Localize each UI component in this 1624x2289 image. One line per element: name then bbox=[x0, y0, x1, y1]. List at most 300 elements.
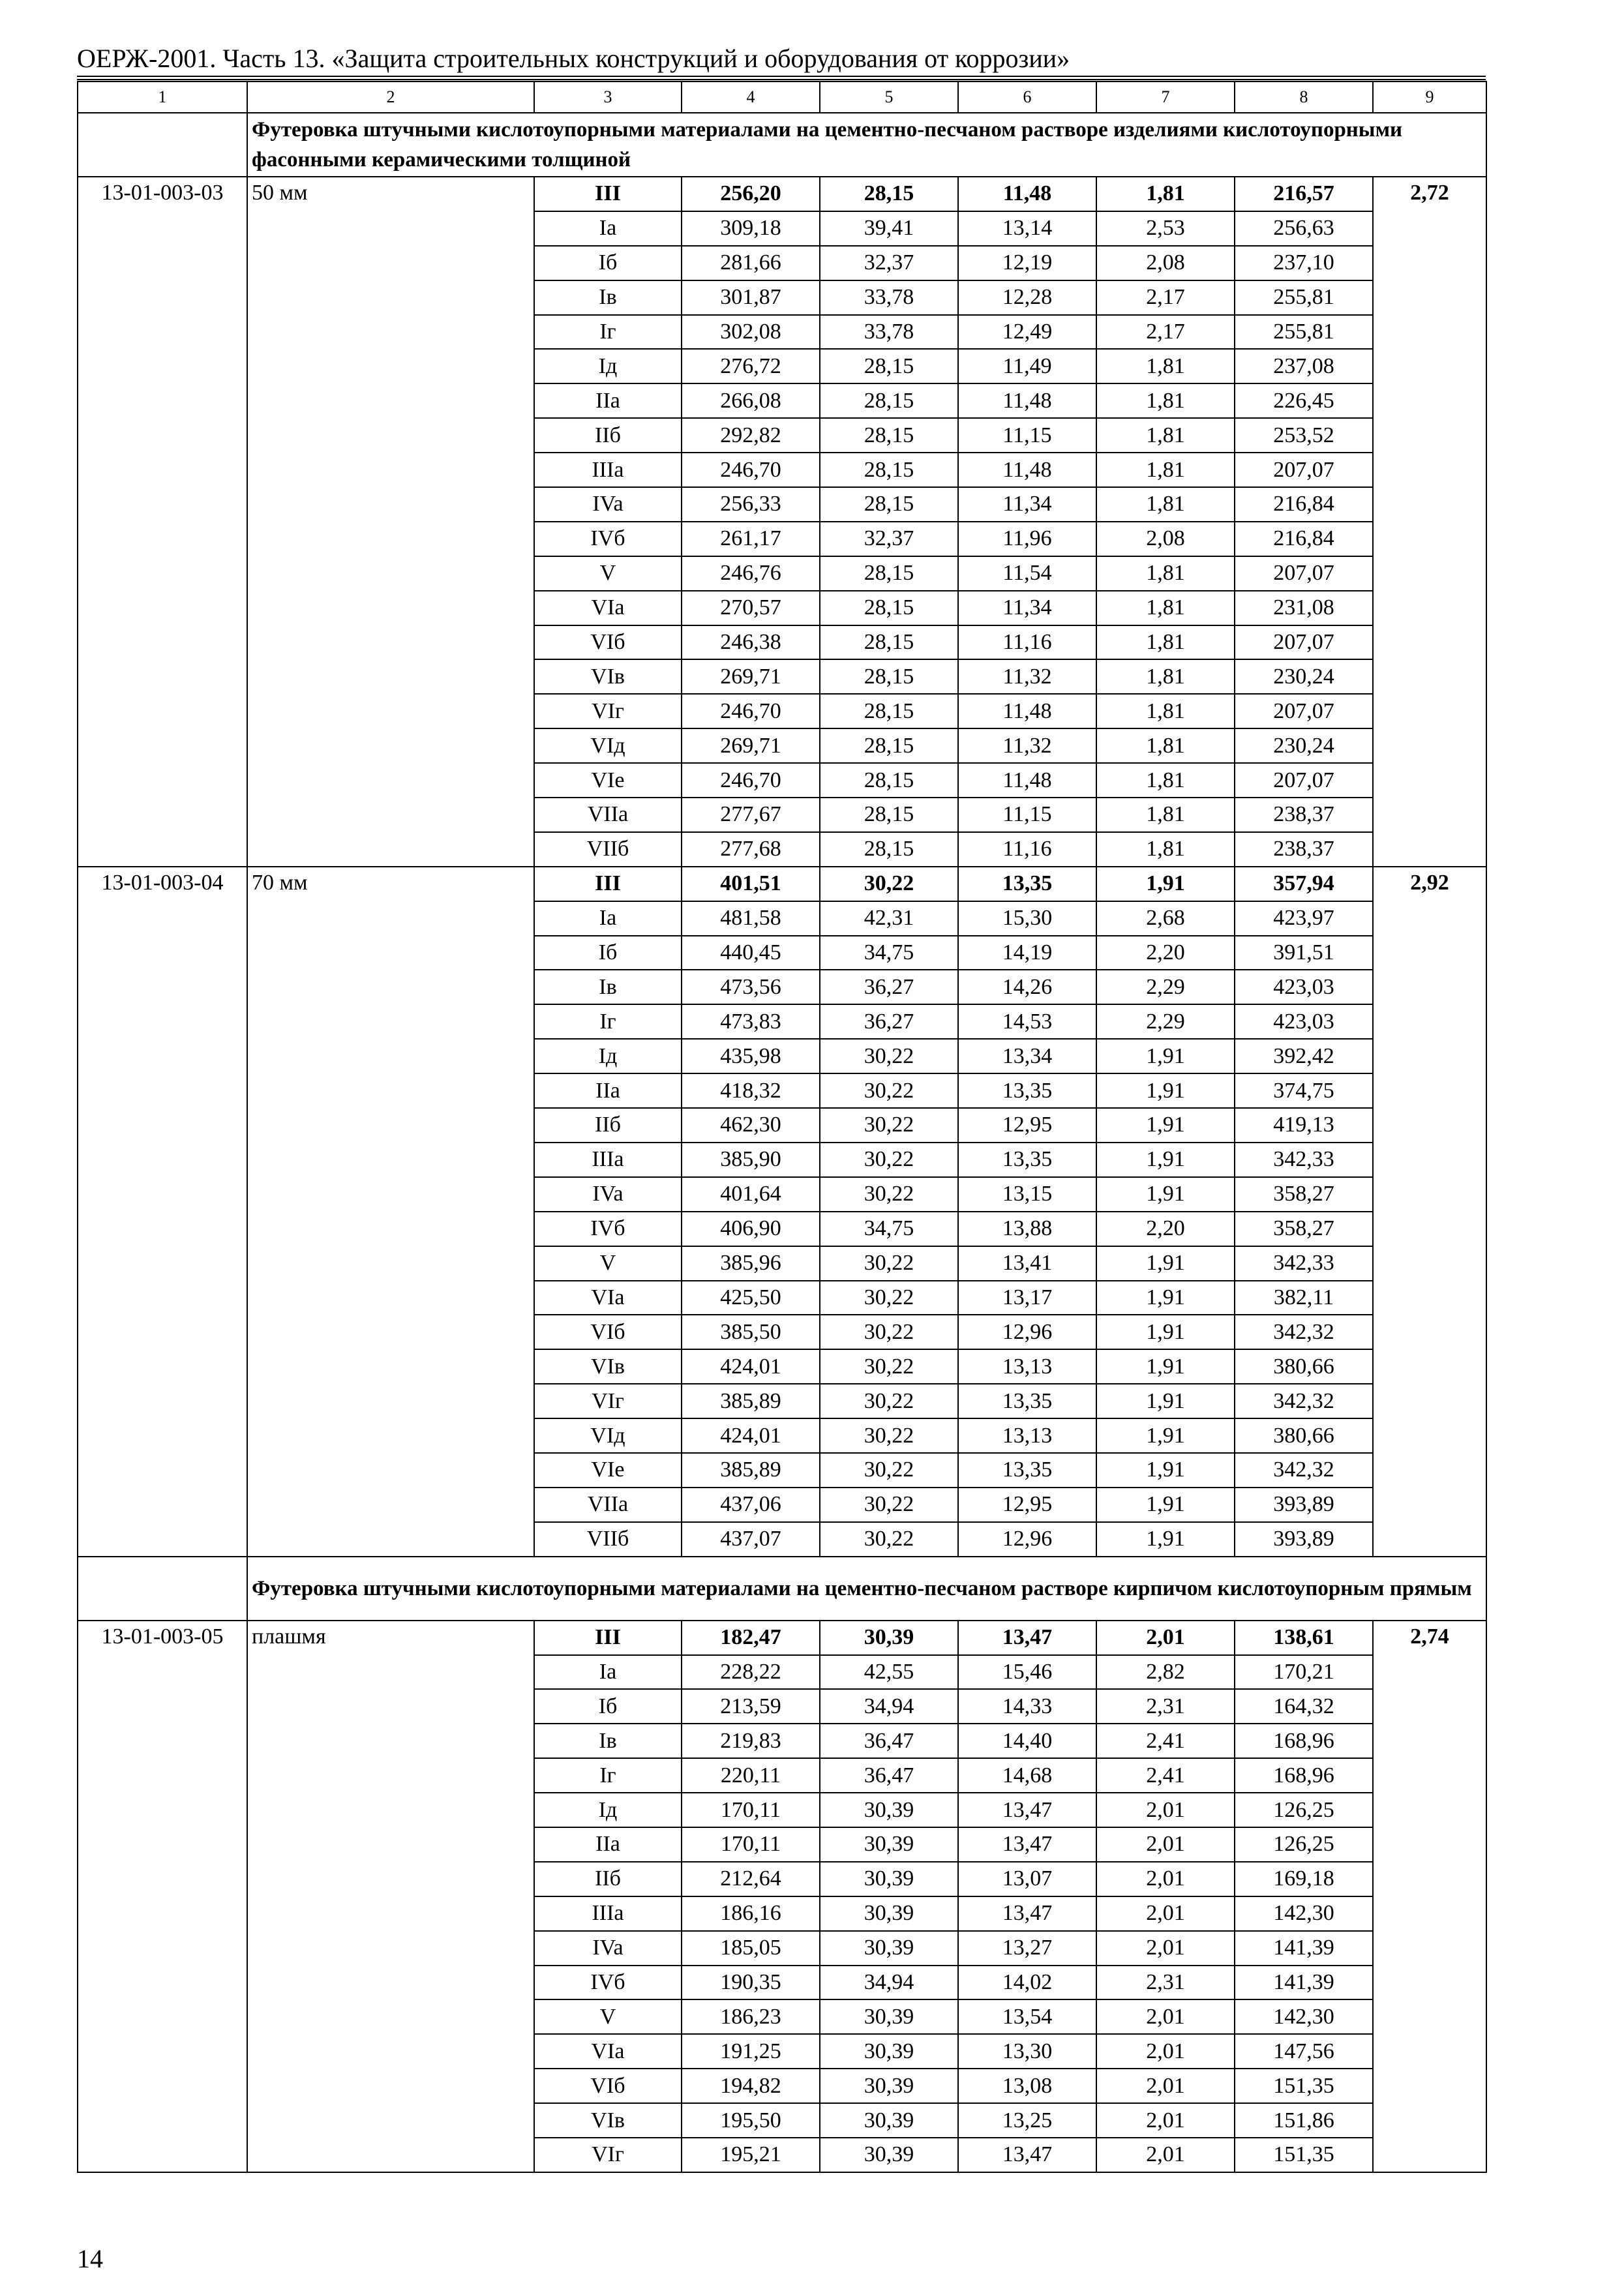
operator-wage-cell: 1,91 bbox=[1096, 1039, 1235, 1073]
table-row bbox=[78, 867, 1486, 901]
operator-wage-cell: 1,81 bbox=[1096, 177, 1235, 211]
zone-cell: VIa bbox=[534, 1281, 682, 1315]
materials-cost-cell: 168,96 bbox=[1235, 1758, 1373, 1793]
total-cost-cell: 277,67 bbox=[682, 798, 820, 832]
materials-cost-cell: 151,35 bbox=[1235, 2138, 1373, 2172]
operator-wage-cell: 2,20 bbox=[1096, 1212, 1235, 1246]
labor-cost-cell: 30,39 bbox=[820, 1827, 958, 1862]
machine-cost-cell: 13,54 bbox=[958, 1999, 1096, 2034]
total-cost-cell: 473,83 bbox=[682, 1004, 820, 1039]
materials-cost-cell: 170,21 bbox=[1235, 1655, 1373, 1690]
materials-cost-cell: 374,75 bbox=[1235, 1073, 1373, 1108]
operator-wage-cell: 1,81 bbox=[1096, 556, 1235, 591]
machine-cost-cell: 13,47 bbox=[958, 1621, 1096, 1655]
machine-cost-cell: 11,49 bbox=[958, 349, 1096, 383]
labor-cost-cell: 34,94 bbox=[820, 1689, 958, 1724]
zone-cell: Iд bbox=[534, 1793, 682, 1827]
operator-wage-cell: 1,91 bbox=[1096, 1384, 1235, 1418]
operator-wage-cell: 1,81 bbox=[1096, 832, 1235, 867]
total-cost-cell: 191,25 bbox=[682, 2034, 820, 2069]
operator-wage-cell: 2,31 bbox=[1096, 1966, 1235, 2000]
machine-cost-cell: 11,48 bbox=[958, 383, 1096, 418]
zone-cell: Ia bbox=[534, 211, 682, 246]
zone-cell: VIe bbox=[534, 763, 682, 798]
total-cost-cell: 246,38 bbox=[682, 625, 820, 660]
machine-cost-cell: 12,96 bbox=[958, 1315, 1096, 1349]
labor-cost-cell: 30,22 bbox=[820, 1039, 958, 1073]
labor-cost-cell: 30,22 bbox=[820, 1281, 958, 1315]
materials-cost-cell: 358,27 bbox=[1235, 1212, 1373, 1246]
zone-cell: IIIa bbox=[534, 453, 682, 487]
materials-cost-cell: 164,32 bbox=[1235, 1689, 1373, 1724]
zone-cell: III bbox=[534, 1621, 682, 1655]
materials-cost-cell: 342,33 bbox=[1235, 1143, 1373, 1177]
labor-cost-cell: 33,78 bbox=[820, 280, 958, 315]
labor-cost-cell: 30,39 bbox=[820, 1862, 958, 1896]
machine-cost-cell: 13,41 bbox=[958, 1246, 1096, 1281]
labor-cost-cell: 28,15 bbox=[820, 763, 958, 798]
operator-wage-cell: 1,91 bbox=[1096, 1177, 1235, 1212]
materials-cost-cell: 207,07 bbox=[1235, 694, 1373, 728]
zone-cell: Iб bbox=[534, 1689, 682, 1724]
operator-wage-cell: 2,01 bbox=[1096, 2103, 1235, 2138]
header-rule bbox=[77, 76, 1486, 77]
total-cost-cell: 195,21 bbox=[682, 2138, 820, 2172]
norm-code: 13-01-003-03 bbox=[78, 177, 247, 867]
materials-cost-cell: 141,39 bbox=[1235, 1931, 1373, 1966]
operator-wage-cell: 1,81 bbox=[1096, 418, 1235, 453]
page-header: ОЕРЖ-2001. Часть 13. «Защита строительных конструкций и оборудования от коррозии» bbox=[77, 44, 1070, 73]
column-number: 9 bbox=[1373, 82, 1486, 113]
materials-cost-cell: 253,52 bbox=[1235, 418, 1373, 453]
zone-cell: IVб bbox=[534, 1966, 682, 2000]
machine-cost-cell: 13,88 bbox=[958, 1212, 1096, 1246]
zone-cell: VIв bbox=[534, 1349, 682, 1384]
total-cost-cell: 213,59 bbox=[682, 1689, 820, 1724]
column-number: 5 bbox=[820, 82, 958, 113]
labor-cost-cell: 30,39 bbox=[820, 1621, 958, 1655]
materials-cost-cell: 238,37 bbox=[1235, 832, 1373, 867]
total-cost-cell: 219,83 bbox=[682, 1724, 820, 1758]
total-cost-cell: 186,23 bbox=[682, 1999, 820, 2034]
materials-cost-cell: 126,25 bbox=[1235, 1793, 1373, 1827]
operator-wage-cell: 1,91 bbox=[1096, 1453, 1235, 1488]
materials-cost-cell: 207,07 bbox=[1235, 556, 1373, 591]
labor-coefficient: 2,74 bbox=[1373, 1621, 1486, 2172]
labor-cost-cell: 28,15 bbox=[820, 694, 958, 728]
zone-cell: V bbox=[534, 1999, 682, 2034]
total-cost-cell: 228,22 bbox=[682, 1655, 820, 1690]
materials-cost-cell: 168,96 bbox=[1235, 1724, 1373, 1758]
labor-cost-cell: 30,22 bbox=[820, 1453, 958, 1488]
section-header-row bbox=[78, 1557, 1486, 1621]
column-number: 2 bbox=[247, 82, 534, 113]
operator-wage-cell: 1,91 bbox=[1096, 1522, 1235, 1557]
zone-cell: VIIa bbox=[534, 798, 682, 832]
materials-cost-cell: 230,24 bbox=[1235, 659, 1373, 694]
total-cost-cell: 170,11 bbox=[682, 1793, 820, 1827]
total-cost-cell: 256,20 bbox=[682, 177, 820, 211]
operator-wage-cell: 1,91 bbox=[1096, 1418, 1235, 1453]
total-cost-cell: 385,89 bbox=[682, 1453, 820, 1488]
machine-cost-cell: 13,15 bbox=[958, 1177, 1096, 1212]
zone-cell: VIIб bbox=[534, 1522, 682, 1557]
operator-wage-cell: 2,31 bbox=[1096, 1689, 1235, 1724]
labor-cost-cell: 28,15 bbox=[820, 349, 958, 383]
machine-cost-cell: 13,47 bbox=[958, 1793, 1096, 1827]
operator-wage-cell: 1,91 bbox=[1096, 1349, 1235, 1384]
operator-wage-cell: 2,01 bbox=[1096, 1999, 1235, 2034]
labor-cost-cell: 39,41 bbox=[820, 211, 958, 246]
total-cost-cell: 194,82 bbox=[682, 2069, 820, 2103]
machine-cost-cell: 11,32 bbox=[958, 728, 1096, 763]
total-cost-cell: 266,08 bbox=[682, 383, 820, 418]
operator-wage-cell: 2,01 bbox=[1096, 1896, 1235, 1931]
zone-cell: IIб bbox=[534, 418, 682, 453]
machine-cost-cell: 12,49 bbox=[958, 315, 1096, 350]
total-cost-cell: 292,82 bbox=[682, 418, 820, 453]
total-cost-cell: 406,90 bbox=[682, 1212, 820, 1246]
total-cost-cell: 220,11 bbox=[682, 1758, 820, 1793]
norm-description: плашмя bbox=[247, 1621, 534, 2172]
labor-cost-cell: 30,22 bbox=[820, 1246, 958, 1281]
zone-cell: IIб bbox=[534, 1862, 682, 1896]
operator-wage-cell: 1,81 bbox=[1096, 487, 1235, 522]
total-cost-cell: 185,05 bbox=[682, 1931, 820, 1966]
machine-cost-cell: 11,15 bbox=[958, 418, 1096, 453]
zone-cell: III bbox=[534, 177, 682, 211]
labor-cost-cell: 42,55 bbox=[820, 1655, 958, 1690]
total-cost-cell: 462,30 bbox=[682, 1108, 820, 1143]
operator-wage-cell: 1,81 bbox=[1096, 349, 1235, 383]
materials-cost-cell: 342,32 bbox=[1235, 1315, 1373, 1349]
machine-cost-cell: 11,34 bbox=[958, 591, 1096, 625]
machine-cost-cell: 13,14 bbox=[958, 211, 1096, 246]
machine-cost-cell: 13,35 bbox=[958, 1384, 1096, 1418]
column-number: 3 bbox=[534, 82, 682, 113]
zone-cell: VIг bbox=[534, 694, 682, 728]
column-number: 7 bbox=[1096, 82, 1235, 113]
labor-cost-cell: 30,22 bbox=[820, 1177, 958, 1212]
materials-cost-cell: 255,81 bbox=[1235, 315, 1373, 350]
operator-wage-cell: 2,01 bbox=[1096, 1931, 1235, 1966]
zone-cell: VIв bbox=[534, 659, 682, 694]
machine-cost-cell: 12,19 bbox=[958, 246, 1096, 280]
labor-cost-cell: 28,15 bbox=[820, 556, 958, 591]
total-cost-cell: 437,06 bbox=[682, 1488, 820, 1522]
machine-cost-cell: 13,25 bbox=[958, 2103, 1096, 2138]
total-cost-cell: 270,57 bbox=[682, 591, 820, 625]
machine-cost-cell: 11,32 bbox=[958, 659, 1096, 694]
page-number: 14 bbox=[77, 2244, 103, 2273]
total-cost-cell: 256,33 bbox=[682, 487, 820, 522]
machine-cost-cell: 14,02 bbox=[958, 1966, 1096, 2000]
operator-wage-cell: 2,20 bbox=[1096, 936, 1235, 970]
total-cost-cell: 246,76 bbox=[682, 556, 820, 591]
materials-cost-cell: 342,32 bbox=[1235, 1384, 1373, 1418]
machine-cost-cell: 11,48 bbox=[958, 763, 1096, 798]
zone-cell: VIIa bbox=[534, 1488, 682, 1522]
materials-cost-cell: 230,24 bbox=[1235, 728, 1373, 763]
machine-cost-cell: 13,30 bbox=[958, 2034, 1096, 2069]
total-cost-cell: 170,11 bbox=[682, 1827, 820, 1862]
zone-cell: VIб bbox=[534, 625, 682, 660]
machine-cost-cell: 12,96 bbox=[958, 1522, 1096, 1557]
materials-cost-cell: 237,10 bbox=[1235, 246, 1373, 280]
labor-cost-cell: 30,39 bbox=[820, 1793, 958, 1827]
zone-cell: IIIa bbox=[534, 1143, 682, 1177]
operator-wage-cell: 2,17 bbox=[1096, 280, 1235, 315]
materials-cost-cell: 342,32 bbox=[1235, 1453, 1373, 1488]
materials-cost-cell: 391,51 bbox=[1235, 936, 1373, 970]
zone-cell: VIa bbox=[534, 591, 682, 625]
machine-cost-cell: 14,40 bbox=[958, 1724, 1096, 1758]
total-cost-cell: 424,01 bbox=[682, 1349, 820, 1384]
machine-cost-cell: 12,95 bbox=[958, 1108, 1096, 1143]
materials-cost-cell: 231,08 bbox=[1235, 591, 1373, 625]
materials-cost-cell: 226,45 bbox=[1235, 383, 1373, 418]
table-row bbox=[78, 1621, 1486, 1655]
labor-cost-cell: 28,15 bbox=[820, 177, 958, 211]
operator-wage-cell: 2,01 bbox=[1096, 2138, 1235, 2172]
labor-cost-cell: 36,47 bbox=[820, 1724, 958, 1758]
total-cost-cell: 401,51 bbox=[682, 867, 820, 901]
column-number: 6 bbox=[958, 82, 1096, 113]
machine-cost-cell: 14,33 bbox=[958, 1689, 1096, 1724]
labor-cost-cell: 28,15 bbox=[820, 798, 958, 832]
machine-cost-cell: 13,47 bbox=[958, 1896, 1096, 1931]
materials-cost-cell: 141,39 bbox=[1235, 1966, 1373, 2000]
section-title: Футеровка штучными кислотоупорными материалами на цементно-песчаном растворе кирпичом кислотоупорным прямым bbox=[247, 1557, 1486, 1621]
operator-wage-cell: 2,08 bbox=[1096, 246, 1235, 280]
total-cost-cell: 261,17 bbox=[682, 522, 820, 556]
materials-cost-cell: 142,30 bbox=[1235, 1999, 1373, 2034]
table-body bbox=[78, 82, 1486, 2172]
labor-cost-cell: 30,22 bbox=[820, 1418, 958, 1453]
total-cost-cell: 437,07 bbox=[682, 1522, 820, 1557]
materials-cost-cell: 237,08 bbox=[1235, 349, 1373, 383]
total-cost-cell: 281,66 bbox=[682, 246, 820, 280]
total-cost-cell: 186,16 bbox=[682, 1896, 820, 1931]
operator-wage-cell: 2,08 bbox=[1096, 522, 1235, 556]
operator-wage-cell: 2,17 bbox=[1096, 315, 1235, 350]
labor-cost-cell: 33,78 bbox=[820, 315, 958, 350]
total-cost-cell: 246,70 bbox=[682, 453, 820, 487]
labor-cost-cell: 28,15 bbox=[820, 383, 958, 418]
column-number: 4 bbox=[682, 82, 820, 113]
zone-cell: IIIa bbox=[534, 1896, 682, 1931]
total-cost-cell: 401,64 bbox=[682, 1177, 820, 1212]
materials-cost-cell: 216,84 bbox=[1235, 522, 1373, 556]
materials-cost-cell: 151,86 bbox=[1235, 2103, 1373, 2138]
total-cost-cell: 277,68 bbox=[682, 832, 820, 867]
materials-cost-cell: 216,84 bbox=[1235, 487, 1373, 522]
materials-cost-cell: 138,61 bbox=[1235, 1621, 1373, 1655]
labor-cost-cell: 34,75 bbox=[820, 936, 958, 970]
zone-cell: Iв bbox=[534, 970, 682, 1004]
labor-cost-cell: 30,22 bbox=[820, 867, 958, 901]
zone-cell: Iд bbox=[534, 349, 682, 383]
zone-cell: VIe bbox=[534, 1453, 682, 1488]
total-cost-cell: 385,50 bbox=[682, 1315, 820, 1349]
labor-cost-cell: 28,15 bbox=[820, 487, 958, 522]
materials-cost-cell: 256,63 bbox=[1235, 211, 1373, 246]
labor-cost-cell: 36,27 bbox=[820, 970, 958, 1004]
total-cost-cell: 425,50 bbox=[682, 1281, 820, 1315]
zone-cell: V bbox=[534, 1246, 682, 1281]
zone-cell: VIIб bbox=[534, 832, 682, 867]
labor-cost-cell: 32,37 bbox=[820, 246, 958, 280]
machine-cost-cell: 13,47 bbox=[958, 1827, 1096, 1862]
zone-cell: IVб bbox=[534, 522, 682, 556]
machine-cost-cell: 13,34 bbox=[958, 1039, 1096, 1073]
total-cost-cell: 385,96 bbox=[682, 1246, 820, 1281]
total-cost-cell: 269,71 bbox=[682, 728, 820, 763]
total-cost-cell: 418,32 bbox=[682, 1073, 820, 1108]
operator-wage-cell: 2,01 bbox=[1096, 1827, 1235, 1862]
labor-cost-cell: 30,39 bbox=[820, 2069, 958, 2103]
zone-cell: Iг bbox=[534, 315, 682, 350]
machine-cost-cell: 13,17 bbox=[958, 1281, 1096, 1315]
operator-wage-cell: 2,01 bbox=[1096, 1793, 1235, 1827]
machine-cost-cell: 12,28 bbox=[958, 280, 1096, 315]
section-title: Футеровка штучными кислотоупорными материалами на цементно-песчаном растворе изделиями кислотоупорными фасонными керамическими толщиной bbox=[247, 113, 1486, 177]
operator-wage-cell: 1,81 bbox=[1096, 591, 1235, 625]
machine-cost-cell: 11,96 bbox=[958, 522, 1096, 556]
zone-cell: Ia bbox=[534, 901, 682, 936]
total-cost-cell: 473,56 bbox=[682, 970, 820, 1004]
zone-cell: IIa bbox=[534, 1073, 682, 1108]
machine-cost-cell: 11,15 bbox=[958, 798, 1096, 832]
materials-cost-cell: 380,66 bbox=[1235, 1418, 1373, 1453]
materials-cost-cell: 342,33 bbox=[1235, 1246, 1373, 1281]
zone-cell: III bbox=[534, 867, 682, 901]
zone-cell: Iг bbox=[534, 1004, 682, 1039]
materials-cost-cell: 207,07 bbox=[1235, 453, 1373, 487]
materials-cost-cell: 357,94 bbox=[1235, 867, 1373, 901]
column-numbers-row bbox=[78, 82, 1486, 113]
section-code-cell bbox=[78, 1557, 247, 1621]
labor-cost-cell: 30,22 bbox=[820, 1488, 958, 1522]
labor-cost-cell: 30,39 bbox=[820, 1896, 958, 1931]
operator-wage-cell: 2,41 bbox=[1096, 1758, 1235, 1793]
operator-wage-cell: 1,81 bbox=[1096, 625, 1235, 660]
machine-cost-cell: 15,30 bbox=[958, 901, 1096, 936]
machine-cost-cell: 11,16 bbox=[958, 832, 1096, 867]
labor-cost-cell: 34,75 bbox=[820, 1212, 958, 1246]
operator-wage-cell: 1,81 bbox=[1096, 798, 1235, 832]
table-row bbox=[78, 177, 1486, 211]
zone-cell: VIб bbox=[534, 1315, 682, 1349]
materials-cost-cell: 126,25 bbox=[1235, 1827, 1373, 1862]
total-cost-cell: 246,70 bbox=[682, 763, 820, 798]
labor-cost-cell: 30,22 bbox=[820, 1522, 958, 1557]
labor-cost-cell: 28,15 bbox=[820, 418, 958, 453]
column-number: 8 bbox=[1235, 82, 1373, 113]
total-cost-cell: 269,71 bbox=[682, 659, 820, 694]
operator-wage-cell: 1,81 bbox=[1096, 383, 1235, 418]
operator-wage-cell: 1,91 bbox=[1096, 1108, 1235, 1143]
machine-cost-cell: 13,47 bbox=[958, 2138, 1096, 2172]
total-cost-cell: 190,35 bbox=[682, 1966, 820, 2000]
operator-wage-cell: 1,91 bbox=[1096, 1246, 1235, 1281]
total-cost-cell: 276,72 bbox=[682, 349, 820, 383]
operator-wage-cell: 1,91 bbox=[1096, 1073, 1235, 1108]
materials-cost-cell: 151,35 bbox=[1235, 2069, 1373, 2103]
zone-cell: Iб bbox=[534, 246, 682, 280]
zone-cell: VIг bbox=[534, 2138, 682, 2172]
operator-wage-cell: 1,81 bbox=[1096, 453, 1235, 487]
labor-cost-cell: 30,22 bbox=[820, 1108, 958, 1143]
labor-cost-cell: 30,39 bbox=[820, 2034, 958, 2069]
total-cost-cell: 424,01 bbox=[682, 1418, 820, 1453]
labor-cost-cell: 30,22 bbox=[820, 1073, 958, 1108]
operator-wage-cell: 1,81 bbox=[1096, 728, 1235, 763]
materials-cost-cell: 142,30 bbox=[1235, 1896, 1373, 1931]
norm-code: 13-01-003-04 bbox=[78, 867, 247, 1557]
labor-cost-cell: 30,22 bbox=[820, 1384, 958, 1418]
machine-cost-cell: 11,48 bbox=[958, 694, 1096, 728]
materials-cost-cell: 419,13 bbox=[1235, 1108, 1373, 1143]
labor-cost-cell: 30,22 bbox=[820, 1349, 958, 1384]
materials-cost-cell: 169,18 bbox=[1235, 1862, 1373, 1896]
total-cost-cell: 385,89 bbox=[682, 1384, 820, 1418]
materials-cost-cell: 207,07 bbox=[1235, 625, 1373, 660]
operator-wage-cell: 1,91 bbox=[1096, 1281, 1235, 1315]
operator-wage-cell: 2,01 bbox=[1096, 2069, 1235, 2103]
section-code-cell bbox=[78, 113, 247, 177]
operator-wage-cell: 1,91 bbox=[1096, 867, 1235, 901]
operator-wage-cell: 2,82 bbox=[1096, 1655, 1235, 1690]
norm-description: 70 мм bbox=[247, 867, 534, 1557]
labor-cost-cell: 42,31 bbox=[820, 901, 958, 936]
machine-cost-cell: 11,16 bbox=[958, 625, 1096, 660]
machine-cost-cell: 13,27 bbox=[958, 1931, 1096, 1966]
machine-cost-cell: 15,46 bbox=[958, 1655, 1096, 1690]
total-cost-cell: 302,08 bbox=[682, 315, 820, 350]
labor-cost-cell: 36,27 bbox=[820, 1004, 958, 1039]
total-cost-cell: 435,98 bbox=[682, 1039, 820, 1073]
machine-cost-cell: 14,26 bbox=[958, 970, 1096, 1004]
operator-wage-cell: 2,29 bbox=[1096, 1004, 1235, 1039]
zone-cell: IVб bbox=[534, 1212, 682, 1246]
zone-cell: IVa bbox=[534, 1177, 682, 1212]
labor-cost-cell: 28,15 bbox=[820, 728, 958, 763]
materials-cost-cell: 380,66 bbox=[1235, 1349, 1373, 1384]
zone-cell: VIд bbox=[534, 1418, 682, 1453]
machine-cost-cell: 13,35 bbox=[958, 867, 1096, 901]
norm-code: 13-01-003-05 bbox=[78, 1621, 247, 2172]
zone-cell: VIa bbox=[534, 2034, 682, 2069]
zone-cell: Iв bbox=[534, 280, 682, 315]
norms-table bbox=[77, 81, 1487, 2173]
total-cost-cell: 182,47 bbox=[682, 1621, 820, 1655]
total-cost-cell: 212,64 bbox=[682, 1862, 820, 1896]
labor-cost-cell: 32,37 bbox=[820, 522, 958, 556]
machine-cost-cell: 13,35 bbox=[958, 1073, 1096, 1108]
operator-wage-cell: 1,81 bbox=[1096, 694, 1235, 728]
operator-wage-cell: 1,91 bbox=[1096, 1315, 1235, 1349]
machine-cost-cell: 13,13 bbox=[958, 1349, 1096, 1384]
materials-cost-cell: 207,07 bbox=[1235, 763, 1373, 798]
operator-wage-cell: 2,41 bbox=[1096, 1724, 1235, 1758]
labor-cost-cell: 30,22 bbox=[820, 1315, 958, 1349]
header-rule bbox=[77, 79, 1486, 80]
machine-cost-cell: 12,95 bbox=[958, 1488, 1096, 1522]
total-cost-cell: 440,45 bbox=[682, 936, 820, 970]
zone-cell: VIд bbox=[534, 728, 682, 763]
machine-cost-cell: 13,35 bbox=[958, 1453, 1096, 1488]
